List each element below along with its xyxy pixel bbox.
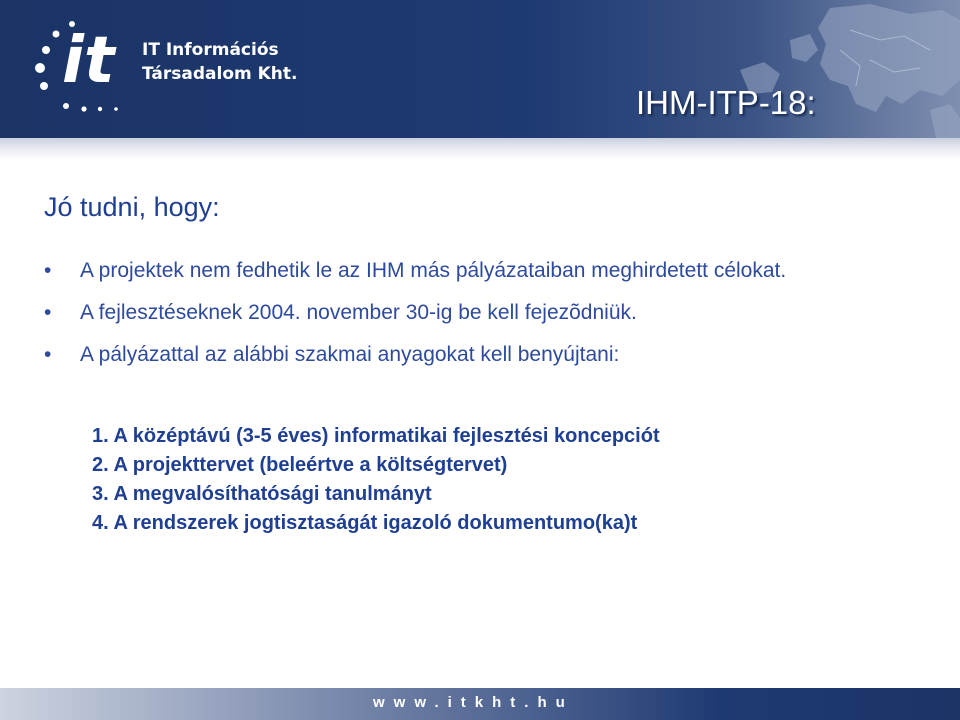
numbered-item: 1. A középtávú (3-5 éves) informatikai fejlesztési koncepciót <box>92 425 660 447</box>
organization-name <box>142 38 298 86</box>
footer-band <box>0 688 960 720</box>
header-fade <box>0 138 960 160</box>
header-band <box>0 0 960 138</box>
bullet-item <box>44 300 904 326</box>
bullet-text: A projektek nem fedhetik le az IHM más pályázataiban meghirdetett célokat. <box>80 259 787 282</box>
bullet-icon: • <box>44 301 52 324</box>
logo-lettering: it <box>62 24 115 98</box>
bullet-text: A fejlesztéseknek 2004. november 30-ig be kell fejezõdniük. <box>80 301 637 324</box>
bullet-icon: • <box>44 259 52 282</box>
numbered-item: 3. A megvalósíthatósági tanulmányt <box>92 483 432 505</box>
bullet-icon: • <box>44 343 52 366</box>
bullet-text: A pályázattal az alábbi szakmai anyagokat kell benyújtani: <box>80 343 620 366</box>
numbered-list <box>92 422 660 538</box>
bullet-item <box>44 258 904 284</box>
slide-code: IHM-ITP-18: <box>636 84 816 121</box>
bullet-item <box>44 342 904 368</box>
numbered-item: 2. A projekttervet (beleértve a költségtervet) <box>92 454 508 476</box>
org-name-line-1: IT Információs <box>142 40 279 60</box>
footer-url: www.itkht.hu <box>373 694 574 711</box>
bullet-list <box>44 258 904 384</box>
org-name-line-2: Társadalom Kht. <box>142 64 298 84</box>
slide-title: Jó tudni, hogy: <box>44 192 220 222</box>
it-logo <box>30 10 142 120</box>
numbered-item: 4. A rendszerek jogtisztaságát igazoló dokumentumo(ka)t <box>92 512 638 534</box>
